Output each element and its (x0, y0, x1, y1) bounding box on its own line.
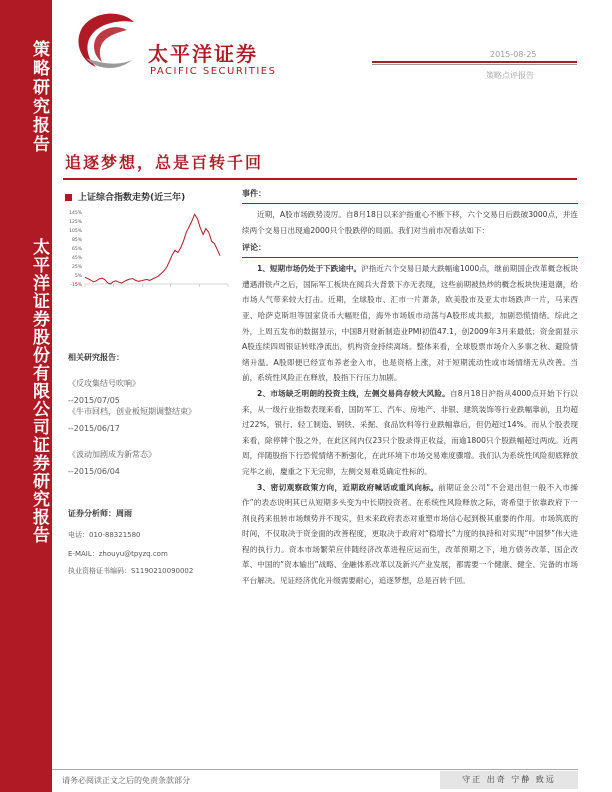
event-paragraph: 近期，A股市场跌势凌厉。自8月18日以来沪指重心不断下移，六个交易日后跌破3000点，并连续两个交易日出现逾2000只个股跌停的局面。我们对当前市况看法如下： (242, 210, 578, 235)
sidebar-company-label: 太平洋证券股份有限公司证券研究报告 (29, 238, 49, 544)
analyst-heading: 证券分析师：周雨 (68, 509, 132, 518)
related-report-item (68, 403, 228, 437)
point-2-heading: 2、市场缺乏明朗的投资主线，左侧交易尚存较大风险。 (257, 388, 450, 398)
comment-paragraph-2 (242, 386, 578, 480)
series-line (85, 214, 220, 284)
related-report-title: 《反攻集结号吹响》 (68, 379, 140, 388)
brand-name-en: PACIFIC SECURITIES (150, 66, 277, 77)
point-2-text: 自8月18日沪指从4000点开始下行以来，从一级行业指数表现来看，国防军工、汽车、房地产、非银、建筑装饰等行业跌幅靠前，且均超过22%，银行、轻工制造、钢铁、采掘、食品饮料等行业跌幅靠后，但仍超过14%。而从个股表现来看，除停牌个股之外，在此区间内仅23只个股录得正收益，而逾1800只个股跌幅超过两成。近两周，伴随股指下行恐慌情绪不断强化，在此环境下市场交易难度骤增。我们认为系统性风险彻底释放完毕之前，慶重之下无完卵，左侧交易难觅确定性标的。 (242, 388, 579, 476)
footer-slogan: 守正 出奇 宁静 致远 (440, 771, 578, 789)
y-tick-label: -15% (70, 283, 82, 288)
disclaimer-note: 请务必阅读正文之后的免责条款部分 (62, 776, 190, 785)
event-heading: 事件： (242, 188, 578, 204)
chart-heading: 上证综合指数走势(近三年) (65, 190, 185, 203)
point-1-text: 沪指近六个交易日最大跌幅逾1000点，继前期国企改革概念板块遭遇滑铁卢之后，国际军工板块在阅兵大背景下亦无表现，这些前期被热炒的概念板块快速退潮，给市场人气带来较大打击。近期，全球股市、汇市一片萧条，欧美股市及亚太市场跌声一片，马来西亚、哈萨克斯坦等国家货币大幅贬值，海外市场版市动荡与A股形成共振，加剧恐慌情绪。综此之外，上周五发布的数据显示，中国8月财新制造业PMI初值47.1，创2009年3月来最低；资金面显示A股连续四周银证转账净流出，机构资金持续离场。整体来看，全球股票市场介入多事之秋、避险情绪升温。A股即便已经宣布养老金入市，也是资格上涨，对于短期流动性或市场情绪无从改善。当前，系统性风险正在释放，股指下行压力加剧。 (242, 264, 578, 383)
y-tick-label: 5% (74, 274, 82, 279)
analyst-email: E-MAIL：zhouyu@tpyzq.com (68, 550, 168, 558)
analyst-phone: 电话：010-88321580 (68, 531, 141, 539)
point-1-heading: 1、短期市场仍处于下跌途中。 (257, 264, 362, 274)
point-3-text: 前期证金公司“不会退出但一般不入市操作”的表态说明其已从短期多头变为中长期投资者。在系统性风险释放之际，寄希望于依靠政府下一剂良药来扭转市场颓势并不现实，但未来政府表态对重塑市场信心起到极其重要的作用。市场筑底的时间，不仅取决于资金面的改善程度，更取决于政府对“稳增长”力度的执持和对实现“中国梦”伟大进程的执行力。资本市场繁荣应伴随经济改革进程应运而生，改革预期之下，地方债务改革、国企改革、中国的“资本输出”战略、金融体系改革以及新兴产业发展，都需要一个健康、健全、完备的市场平台解决。见证经济优化升级需要耐心，追逐梦想，总是百转千回。 (242, 482, 578, 586)
page-title: 追逐梦想，总是百转千回 (65, 153, 264, 172)
comment-paragraph-1 (242, 261, 578, 386)
main-content (242, 188, 578, 589)
point-3-heading: 3、密切观察政策方向，近期政府喊话或重风向标。 (257, 482, 439, 492)
y-tick-label: 45% (71, 256, 82, 261)
related-report-title: 《牛市回档，创业板短期调整结束》 (68, 407, 196, 416)
comment-paragraph-3 (242, 480, 578, 589)
related-report-title: 《波动加剧成为新常态》 (68, 450, 156, 459)
report-type: 策略点评报告 (486, 71, 534, 80)
y-tick-label: 145% (69, 211, 82, 216)
related-reports-heading: 相关研究报告： (68, 353, 124, 362)
header-divider-thin (372, 64, 577, 65)
footer-divider (52, 769, 578, 770)
y-tick-label: 25% (71, 265, 82, 270)
related-report-item (68, 446, 228, 480)
y-tick-label: 105% (69, 229, 82, 234)
related-report-date: --2015/06/04 (68, 467, 120, 476)
title-divider (63, 178, 577, 180)
brand-name: 太平洋证券 (148, 42, 258, 66)
index-trend-chart (63, 206, 233, 291)
comment-heading: 评论： (242, 242, 578, 258)
analyst-cert: 执业资格证书编码：S1190210090002 (68, 567, 194, 575)
related-report-date: --2015/06/17 (68, 424, 120, 433)
y-tick-label: 125% (69, 220, 82, 225)
related-report-date: --2015/07/05 (68, 396, 120, 405)
report-date: 2015-08-25 (490, 50, 537, 59)
pacific-securities-logo-icon (72, 12, 142, 72)
header-divider (372, 61, 577, 63)
sidebar-report-label: 策略研究报告 (29, 40, 49, 154)
y-tick-label: 65% (71, 247, 82, 252)
y-tick-label: 85% (71, 238, 82, 243)
